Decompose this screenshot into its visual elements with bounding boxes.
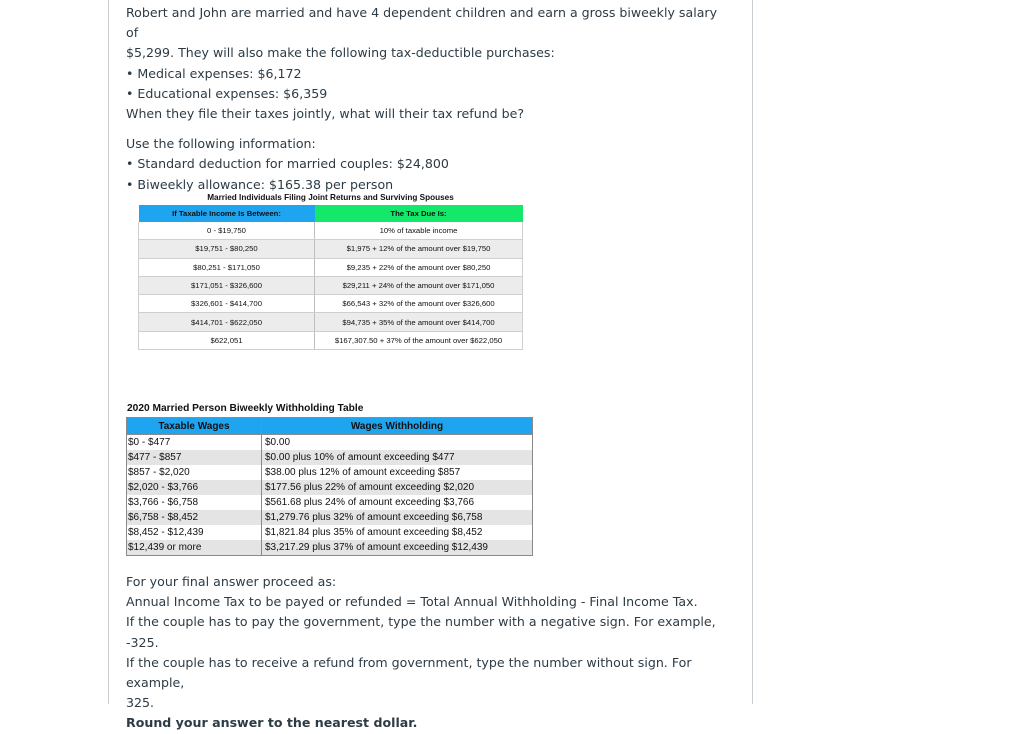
tax-table-caption: Married Individuals Filing Joint Returns and Surviving Spouses (207, 193, 454, 202)
table-row (127, 480, 533, 495)
wage-range: $8,452 - $12,439 (127, 525, 262, 540)
wage-range: $2,020 - $3,766 (127, 480, 262, 495)
table-row (139, 331, 523, 349)
table-row (127, 540, 533, 556)
tax-due: $1,975 + 12% of the amount over $19,750 (315, 240, 523, 258)
table-row (139, 276, 523, 294)
withholding-header-withholding: Wages Withholding (262, 418, 533, 435)
withholding-amount: $561.68 plus 24% of amount exceeding $3,766 (262, 495, 533, 510)
tax-due: $9,235 + 22% of the amount over $80,250 (315, 258, 523, 276)
tax-table-header-income: If Taxable Income Is Between: (139, 205, 315, 222)
purchase-educational: • Educational expenses: $6,359 (126, 85, 328, 101)
table-row (127, 465, 533, 480)
wage-range: $857 - $2,020 (127, 465, 262, 480)
tax-due: $66,543 + 32% of the amount over $326,600 (315, 295, 523, 313)
wage-range: $12,439 or more (127, 540, 262, 556)
tax-income-range: $414,701 - $622,050 (139, 313, 315, 331)
info-biweekly-allowance: • Biweekly allowance: $165.38 per person (126, 176, 394, 192)
final-pay-line: If the couple has to pay the government, type the number with a negative sign. For example, -325. (126, 614, 716, 650)
tax-due: 10% of taxable income (315, 222, 523, 240)
tax-income-range: $171,051 - $326,600 (139, 276, 315, 294)
table-row (139, 258, 523, 276)
final-refund-line-1: If the couple has to receive a refund from government, type the number without sign. For example, (126, 654, 692, 691)
problem-line-2: $5,299. They will also make the following tax-deductible purchases: (126, 45, 555, 61)
withholding-table (126, 417, 533, 556)
final-refund-line-2: 325. (126, 695, 155, 711)
withholding-amount: $0.00 (262, 435, 533, 451)
withholding-amount: $0.00 plus 10% of amount exceeding $477 (262, 450, 533, 465)
tax-rate-table-image (138, 190, 523, 350)
wage-range: $6,758 - $8,452 (127, 510, 262, 525)
withholding-table-image (126, 401, 533, 556)
table-row (127, 525, 533, 540)
final-intro: For your final answer proceed as: (126, 574, 337, 589)
table-row (139, 313, 523, 331)
question-text (126, 3, 726, 195)
panel-left-border (108, 0, 109, 704)
tax-due: $29,211 + 24% of the amount over $171,050 (315, 276, 523, 294)
withholding-amount: $38.00 plus 12% of amount exceeding $857 (262, 465, 533, 480)
final-formula: Annual Income Tax to be payed or refunded = Total Annual Withholding - Final Income Tax. (126, 594, 698, 610)
tax-income-range: $80,251 - $171,050 (139, 258, 315, 276)
withholding-amount: $1,821.84 plus 35% of amount exceeding $8,452 (262, 525, 533, 540)
table-row (139, 222, 523, 240)
problem-question: When they file their taxes jointly, what will their tax refund be? (126, 106, 525, 122)
withholding-amount: $1,279.76 plus 32% of amount exceeding $6,758 (262, 510, 533, 525)
table-row (127, 435, 533, 451)
info-intro: Use the following information: (126, 136, 316, 152)
final-round-note: Round your answer to the nearest dollar. (126, 715, 418, 731)
withholding-amount: $177.56 plus 22% of amount exceeding $2,020 (262, 480, 533, 495)
withholding-amount: $3,217.29 plus 37% of amount exceeding $12,439 (262, 540, 533, 556)
table-row (127, 495, 533, 510)
withholding-header-wages: Taxable Wages (127, 418, 262, 435)
final-instructions (126, 572, 726, 734)
withholding-table-title: 2020 Married Person Biweekly Withholding Table (127, 403, 364, 414)
table-row (139, 240, 523, 258)
tax-income-range: $19,751 - $80,250 (139, 240, 315, 258)
tax-income-range: 0 - $19,750 (139, 222, 315, 240)
info-standard-deduction: • Standard deduction for married couples: $24,800 (126, 156, 449, 172)
problem-line-1: Robert and John are married and have 4 dependent children and earn a gross biweekly salary of (126, 5, 718, 41)
tax-income-range: $622,051 (139, 331, 315, 349)
tax-income-range: $326,601 - $414,700 (139, 295, 315, 313)
wage-range: $0 - $477 (127, 435, 262, 451)
wage-range: $3,766 - $6,758 (127, 495, 262, 510)
table-row (139, 295, 523, 313)
tax-table-header-due: The Tax Due Is: (315, 205, 523, 222)
tax-rate-table (138, 205, 523, 350)
table-row (127, 450, 533, 465)
panel-right-border (752, 0, 753, 704)
wage-range: $477 - $857 (127, 450, 262, 465)
tax-due: $94,735 + 35% of the amount over $414,700 (315, 313, 523, 331)
tax-due: $167,307.50 + 37% of the amount over $622,050 (315, 331, 523, 349)
table-row (127, 510, 533, 525)
purchase-medical: • Medical expenses: $6,172 (126, 65, 302, 81)
